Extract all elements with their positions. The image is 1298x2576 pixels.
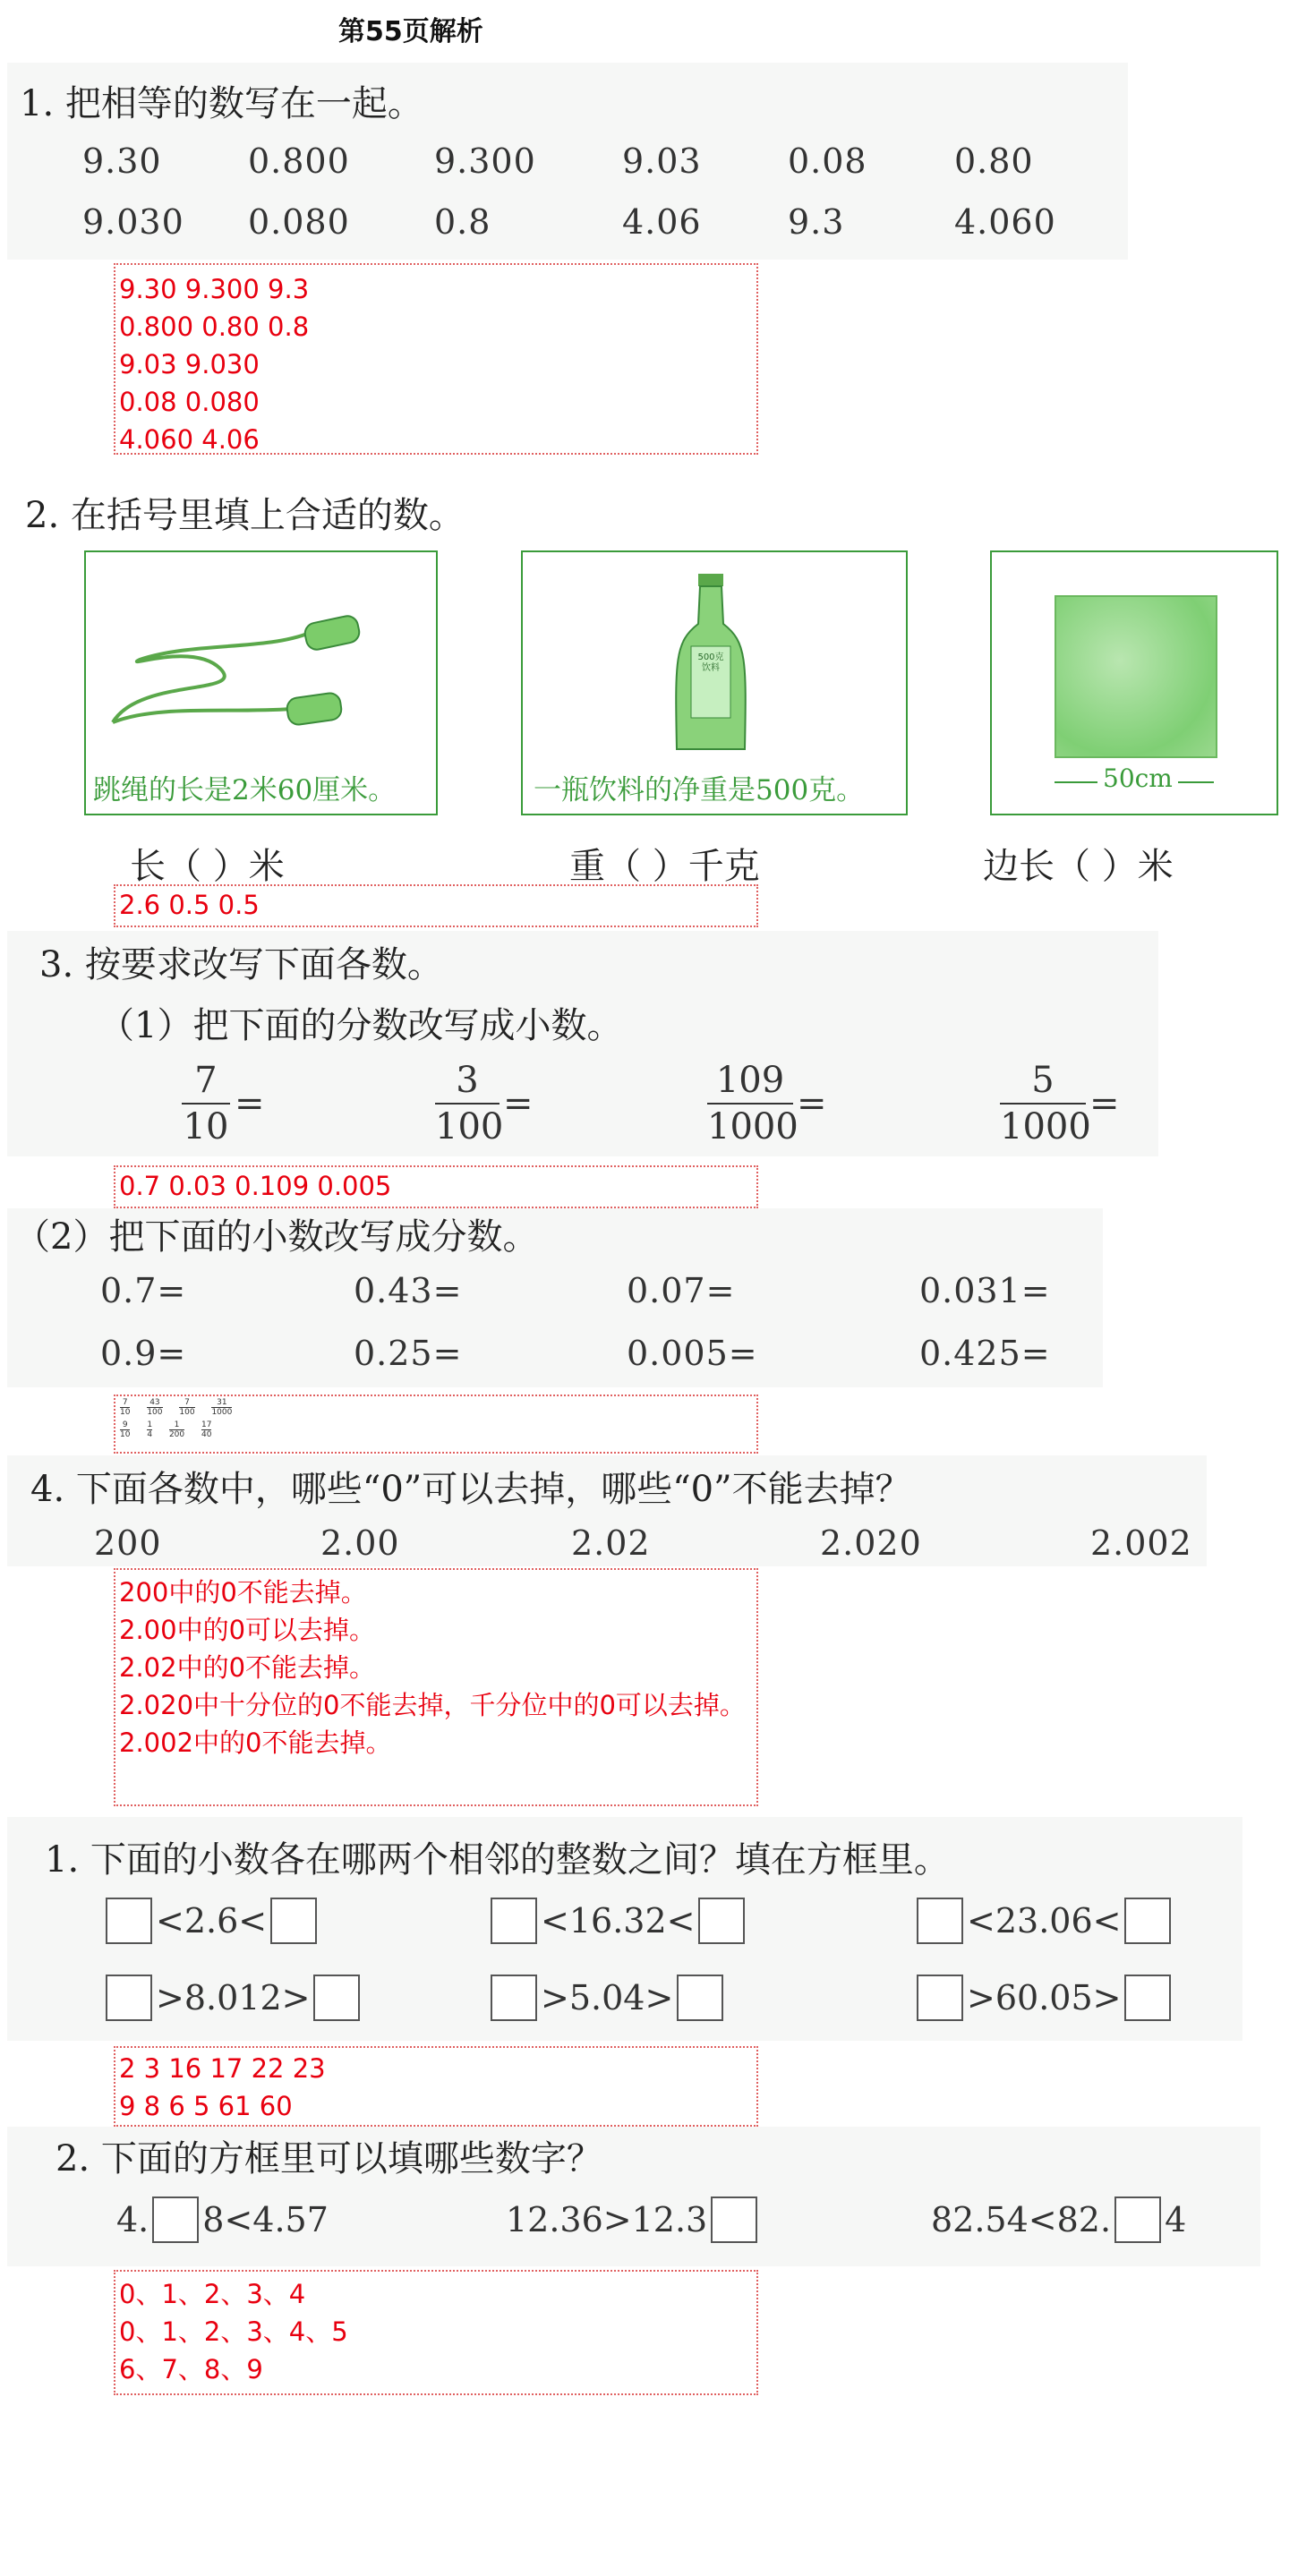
decimal-item: 0.7= [100,1271,187,1310]
answer-square[interactable] [917,1975,963,2021]
square-picture [990,550,1278,815]
answer-line: 0.800 0.80 0.8 [119,311,310,342]
s1-question: 1. 把相等的数写在一起。 [20,83,423,124]
answer-square[interactable] [1114,2196,1161,2243]
decimal-item: 0.07= [627,1271,736,1310]
answer-square[interactable] [1124,1975,1171,2021]
s4-number: 2.00 [320,1523,400,1563]
answer-line: 9.03 9.030 [119,349,260,380]
answer-line: 0、1、2、3、4、5 [119,2316,348,2347]
numerator: 3 [456,1060,479,1101]
answer-line: 2.00中的0可以去掉。 [119,1615,376,1645]
s5-inequality: <23.06< [917,1898,1171,1944]
s5-inequality: >8.012> [106,1975,360,2021]
s3-answer1-box [114,1165,758,1208]
fraction [435,1058,504,1149]
answer-square[interactable] [698,1898,745,1944]
s6-question: 2. 下面的方框里可以填哪些数字？ [56,2138,602,2179]
decimal-item: 0.43= [354,1271,463,1310]
decimal-item: 0.9= [100,1334,187,1373]
tiny-fraction: $\frac{7}{10}$ [120,1398,131,1417]
answer-line: 2.002中的0不能去掉。 [119,1727,392,1758]
s3-question: 3. 按要求改写下面各数。 [39,944,443,985]
s5-inequality: >5.04> [491,1975,723,2021]
answer-square[interactable] [270,1898,317,1944]
drink-caption: 一瓶饮料的净重是500克。 [534,774,865,806]
s1-number: 4.060 [954,202,1056,242]
fraction [707,1058,798,1149]
fraction [1000,1058,1091,1149]
s3-sub2: （2）把下面的小数改写成分数。 [14,1216,539,1258]
answer-square[interactable] [152,2196,199,2243]
s3-sub1: （1）把下面的分数改写成小数。 [98,1005,623,1046]
green-square [1055,595,1217,758]
answer-line: 9 8 6 5 61 60 [119,2091,293,2121]
answer-square[interactable] [917,1898,963,1944]
s5-answer-box [114,2046,758,2127]
s1-number: 9.30 [82,141,162,181]
answer-line: 2.6 0.5 0.5 [119,890,260,920]
denominator: 1000 [707,1106,798,1147]
answer-line: 2.02中的0不能去掉。 [119,1652,376,1683]
s5-inequality: <2.6< [106,1898,317,1944]
s1-number: 9.03 [622,141,702,181]
denominator: 1000 [1000,1106,1091,1147]
s2-answer-box [114,884,758,927]
bottle-label: 500克饮料 [697,653,724,673]
answer-line: 0、1、2、3、4 [119,2279,306,2309]
decimal-item: 0.425= [919,1334,1051,1373]
decimal-item: 0.031= [919,1271,1051,1310]
answer-square[interactable] [711,2196,757,2243]
denominator: 10 [183,1106,229,1147]
answer-line: 200中的0不能去掉。 [119,1577,367,1608]
answer-line: 9.30 9.300 9.3 [119,274,310,304]
s4-question: 4. 下面各数中，哪些“0”可以去掉，哪些“0”不能去掉？ [30,1469,911,1510]
answer-square[interactable] [106,1898,152,1944]
answer-square[interactable] [313,1975,360,2021]
s1-number: 0.800 [248,141,350,181]
answer-square[interactable] [491,1975,537,2021]
answer-square[interactable] [106,1975,152,2021]
s6-answer-box [114,2270,758,2395]
s5-question: 1. 下面的小数各在哪两个相邻的整数之间？填在方框里。 [45,1839,950,1881]
s1-answer-box [114,263,758,455]
answer-line: 6、7、8、9 [119,2354,263,2384]
drink-bottle-picture [521,550,908,815]
decimal-item: 0.25= [354,1334,463,1373]
s4-number: 2.020 [820,1523,922,1563]
tiny-fraction: $\frac{7}{100}$ [179,1398,195,1417]
answer-line: 2 3 16 17 22 23 [119,2053,326,2084]
equals-sign: = [1089,1083,1120,1124]
answer-square[interactable] [677,1975,723,2021]
answer-square[interactable] [1124,1898,1171,1944]
numerator: 7 [194,1060,218,1101]
tiny-fraction: $\frac{1}{4}$ [147,1420,153,1439]
s2-question: 2. 在括号里填上合适的数。 [25,495,465,536]
numerator: 109 [715,1060,785,1101]
equals-sign: = [503,1083,534,1124]
s6-item: 82.54<82. 4 [931,2196,1186,2243]
s2-blank-side: 边长（ ）米 [983,846,1174,887]
s1-number: 9.300 [434,141,536,181]
s1-number: 4.06 [622,202,702,242]
tiny-fraction: $\frac{43}{100}$ [147,1398,163,1417]
tiny-fraction: $\frac{17}{40}$ [201,1420,212,1439]
numerator: 5 [1031,1060,1055,1101]
s6-item: 4. 8<4.57 [116,2196,329,2243]
decimal-item: 0.005= [627,1334,758,1373]
page-title: 第55页解析 [338,16,483,47]
s4-number: 2.002 [1090,1523,1192,1563]
s5-inequality: <16.32< [491,1898,745,1944]
denominator: 100 [435,1106,504,1147]
s4-answer-box [114,1568,758,1806]
equals-sign: = [797,1083,827,1124]
s3-answer2-fractions [120,1398,246,1439]
fraction [182,1058,230,1149]
s1-number: 0.80 [954,141,1034,181]
s4-number: 2.02 [571,1523,651,1563]
answer-square[interactable] [491,1898,537,1944]
jump-rope-icon [86,570,436,749]
s1-number: 0.8 [434,202,491,242]
tiny-fraction: $\frac{31}{1000}$ [211,1398,233,1417]
answer-line: 0.7 0.03 0.109 0.005 [119,1171,392,1201]
s6-item: 12.36>12.3 [506,2196,757,2243]
s1-number: 0.08 [788,141,867,181]
tiny-fraction: $\frac{9}{10}$ [120,1420,131,1439]
s1-number: 0.080 [248,202,350,242]
jump-rope-picture [84,550,438,815]
answer-line: 2.020中十分位的0不能去掉，千分位中的0可以去掉。 [119,1690,746,1720]
s1-number: 9.3 [788,202,845,242]
answer-line: 0.08 0.080 [119,387,260,417]
tiny-fraction: $\frac{1}{200}$ [168,1420,185,1439]
square-side-caption: 50cm [1097,763,1178,793]
s2-blank-weight: 重（ ）千克 [569,846,760,887]
s4-number: 200 [94,1523,162,1563]
s1-number: 9.030 [82,202,184,242]
s2-blank-length: 长（ ）米 [130,846,285,887]
jump-rope-caption: 跳绳的长是2米60厘米。 [93,774,397,806]
s5-inequality: >60.05> [917,1975,1171,2021]
equals-sign: = [235,1083,265,1124]
answer-line: 4.060 4.06 [119,424,260,455]
